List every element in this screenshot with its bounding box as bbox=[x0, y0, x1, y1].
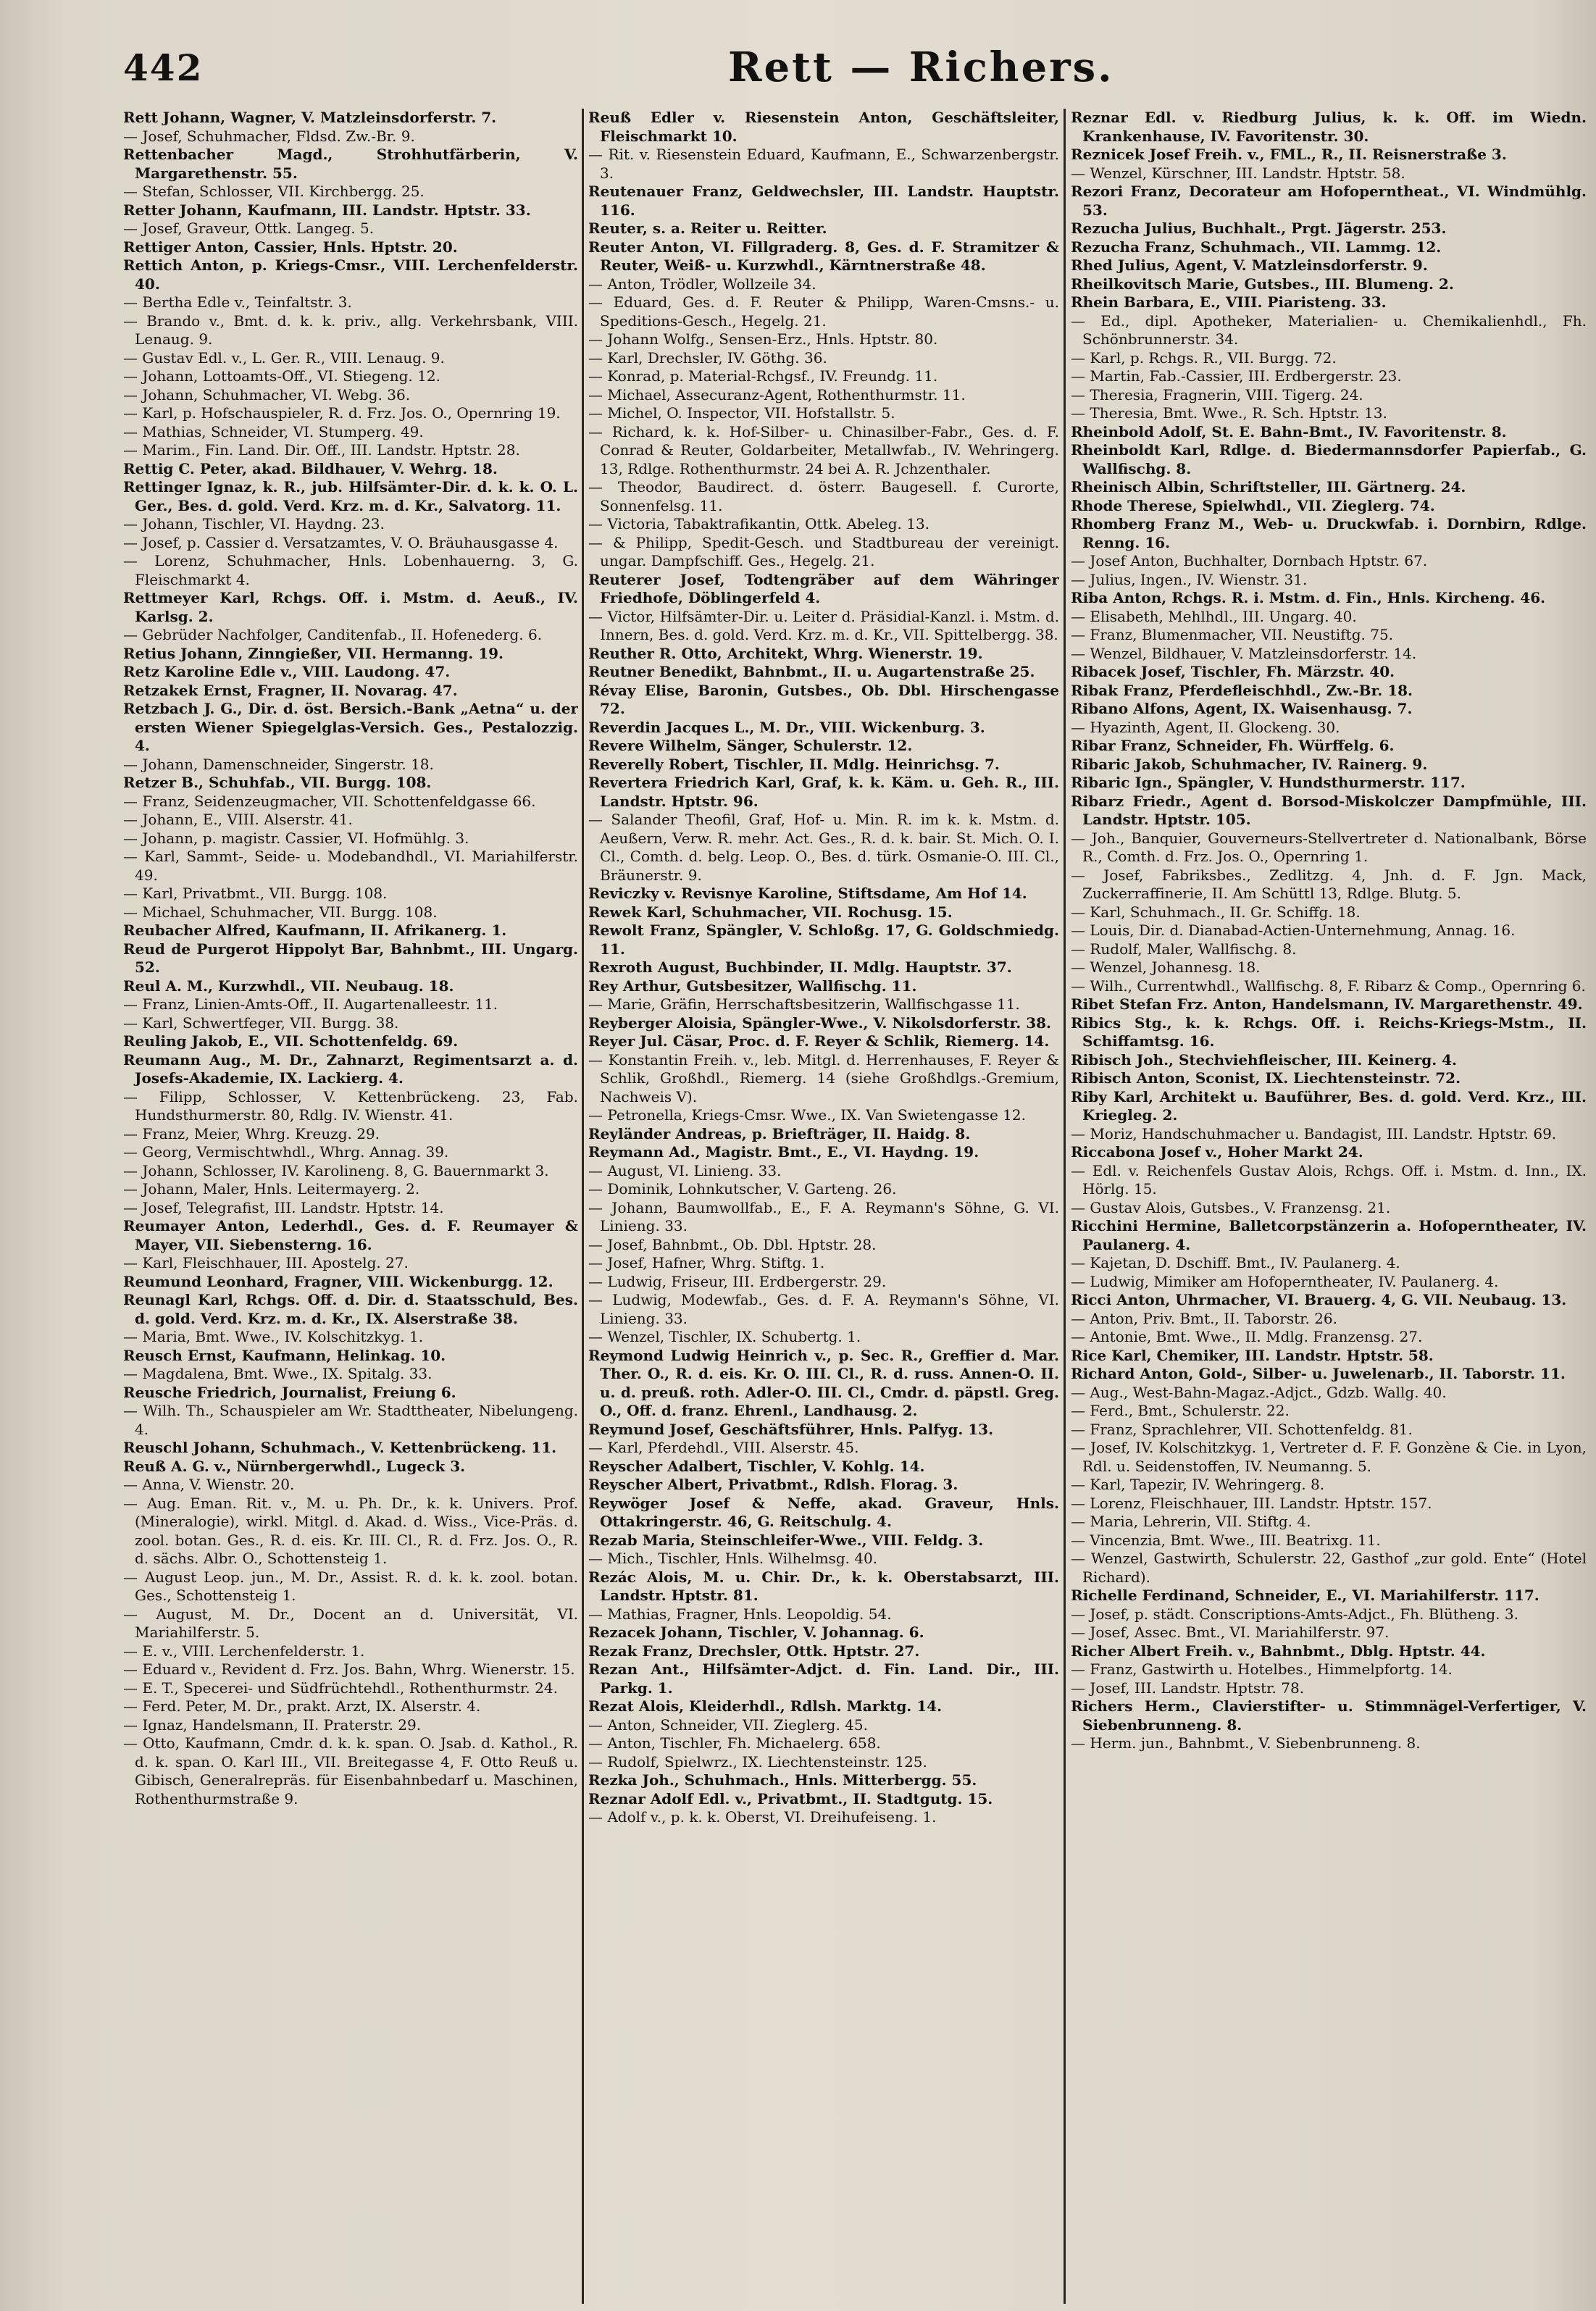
directory-column-3 bbox=[1071, 109, 1587, 2311]
directory-entry: Retzakek Ernst, Fragner, II. Novarag. 47. bbox=[123, 681, 458, 699]
directory-subentry: — E. T., Specerei- und Südfrüchtehdl., Rothenthurmstr. 24. bbox=[123, 1679, 558, 1697]
directory-entry: Ribaric Ign., Spängler, V. Hundsthurmerstr. 117. bbox=[1071, 774, 1466, 791]
directory-entry: Reuter Anton, VI. Fillgraderg. 8, Ges. d. F. Stramitzer & Reuter, Weiß- u. Kurzwhdl., Kärntnerstraße 48. bbox=[588, 238, 1059, 274]
directory-entry: Rheilkovitsch Marie, Gutsbes., III. Blumeng. 2. bbox=[1071, 275, 1454, 293]
directory-entry: Reyländer Andreas, p. Briefträger, II. Haidg. 8. bbox=[588, 1124, 971, 1142]
directory-subentry: — Salander Theofil, Graf, Hof- u. Min. R. im k. k. Mstm. d. Aeußern, Verw. R. mehr. Act. Ges., R. d. k. bair. St. Mich. O. I. Cl., Comth. d. belg. Leop. O., Bes. d. türk. Osmanie-O. III. Cl., Bräunerstr. 9. bbox=[588, 811, 1059, 884]
directory-entry: Rexroth August, Buchbinder, II. Mdlg. Hauptstr. 37. bbox=[588, 958, 1012, 976]
directory-subentry: — Josef, Assec. Bmt., VI. Mariahilferstr. 97. bbox=[1071, 1623, 1390, 1641]
directory-subentry: — Eduard, Ges. d. F. Reuter & Philipp, Waren-Cmsns.- u. Speditions-Gesch., Hegelg. 21. bbox=[588, 293, 1059, 330]
directory-entry: Reutenauer Franz, Geldwechsler, III. Landstr. Hauptstr. 116. bbox=[588, 183, 1059, 219]
directory-subentry: — Franz, Sprachlehrer, VII. Schottenfeldg. 81. bbox=[1071, 1420, 1413, 1438]
directory-subentry: — Franz, Linien-Amts-Off., II. Augartenalleestr. 11. bbox=[123, 995, 498, 1013]
directory-subentry: — Josef, Graveur, Ottk. Langeg. 5. bbox=[123, 220, 375, 237]
directory-subentry: — Karl, Schuhmach., II. Gr. Schiffg. 18. bbox=[1071, 903, 1361, 921]
directory-entry: Reviczky v. Revisnye Karoline, Stiftsdame, Am Hof 14. bbox=[588, 885, 1027, 902]
directory-subentry: — Moriz, Handschuhmacher u. Bandagist, III. Landstr. Hptstr. 69. bbox=[1071, 1124, 1557, 1142]
directory-entry: Rewolt Franz, Spängler, V. Schloßg. 17, G. Goldschmiedg. 11. bbox=[588, 922, 1059, 958]
directory-subentry: — August Leop. jun., M. Dr., Assist. R. d. k. k. zool. botan. Ges., Schottensteig 1. bbox=[123, 1568, 578, 1604]
directory-subentry: — Wilh., Currentwhdl., Wallfischg. 8, F. Ribarz & Comp., Opernring 6. bbox=[1071, 977, 1586, 995]
directory-entry: Reyscher Albert, Privatbmt., Rdlsh. Florag. 3. bbox=[588, 1476, 958, 1493]
directory-subentry: — & Philipp, Spedit-Gesch. und Stadtbureau der vereinigt. ungar. Dampfschiff. Ges., Hegelg. 21. bbox=[588, 533, 1059, 569]
directory-entry: Rheinisch Albin, Schriftsteller, III. Gärtnerg. 24. bbox=[1071, 478, 1466, 496]
directory-entry: Rezác Alois, M. u. Chir. Dr., k. k. Oberstabsarzt, III. Landstr. Hptstr. 81. bbox=[588, 1568, 1059, 1604]
directory-entry: Rhode Therese, Spielwhdl., VII. Zieglerg. 74. bbox=[1071, 496, 1435, 514]
directory-entry: Ribacek Josef, Tischler, Fh. Märzstr. 40. bbox=[1071, 663, 1395, 680]
directory-subentry: — Karl, Fleischhauer, III. Apostelg. 27. bbox=[123, 1254, 409, 1271]
directory-entry: Retzer B., Schuhfab., VII. Burgg. 108. bbox=[123, 774, 432, 791]
directory-entry: Reumayer Anton, Lederhdl., Ges. d. F. Reumayer & Mayer, VII. Siebensterng. 16. bbox=[123, 1217, 578, 1253]
directory-subentry: — Maria, Lehrerin, VII. Stiftg. 4. bbox=[1071, 1513, 1311, 1530]
directory-entry: Rettig C. Peter, akad. Bildhauer, V. Wehrg. 18. bbox=[123, 459, 498, 477]
directory-subentry: — Antonie, Bmt. Wwe., II. Mdlg. Franzensg. 27. bbox=[1071, 1328, 1423, 1345]
directory-entry: Reul A. M., Kurzwhdl., VII. Neubaug. 18. bbox=[123, 977, 454, 995]
directory-subentry: — Anton, Priv. Bmt., II. Taborstr. 26. bbox=[1071, 1309, 1337, 1327]
directory-entry: Rettinger Ignaz, k. R., jub. Hilfsämter-Dir. d. k. k. O. L. Ger., Bes. d. gold. Verd. Krz. m. d. Kr., Salvatorg. 11. bbox=[123, 478, 578, 514]
directory-subentry: — Rudolf, Spielwrz., IX. Liechtensteinstr. 125. bbox=[588, 1752, 927, 1771]
directory-subentry: — Ludwig, Friseur, III. Erdbergerstr. 29. bbox=[588, 1272, 887, 1290]
directory-subentry: — Johann, Schuhmacher, VI. Webg. 36. bbox=[123, 385, 411, 404]
directory-subentry: — Louis, Dir. d. Dianabad-Actien-Unternehmung, Annag. 16. bbox=[1071, 922, 1516, 939]
directory-subentry: — Karl, Drechsler, IV. Göthg. 36. bbox=[588, 348, 827, 367]
directory-entry: Reyer Jul. Cäsar, Proc. d. F. Reyer & Schlik, Riemerg. 14. bbox=[588, 1032, 1050, 1050]
directory-subentry: — Johann, Schlosser, IV. Karolineng. 8, G. Bauernmarkt 3. bbox=[123, 1161, 549, 1179]
directory-subentry: — Franz, Gastwirth u. Hotelbes., Himmelpfortg. 14. bbox=[1071, 1660, 1453, 1678]
directory-entry: Ribano Alfons, Agent, IX. Waisenhausg. 7. bbox=[1071, 700, 1413, 717]
directory-column-1 bbox=[123, 109, 578, 2311]
directory-subentry: — Marim., Fin. Land. Dir. Off., III. Landstr. Hptstr. 28. bbox=[123, 441, 520, 459]
directory-subentry: — Herm. jun., Bahnbmt., V. Siebenbrunneng. 8. bbox=[1071, 1734, 1421, 1752]
directory-subentry: — E. v., VIII. Lerchenfelderstr. 1. bbox=[123, 1642, 365, 1660]
directory-entry: Reznicek Josef Freih. v., FML., R., II. Reisnerstraße 3. bbox=[1071, 146, 1507, 163]
directory-subentry: — Mich., Tischler, Hnls. Wilhelmsg. 40. bbox=[588, 1550, 878, 1567]
directory-subentry: — Bertha Edle v., Teinfaltstr. 3. bbox=[123, 293, 352, 311]
directory-subentry: — Johann, Lottoamts-Off., VI. Stiegeng. 12. bbox=[123, 367, 440, 385]
column-divider bbox=[582, 109, 584, 2304]
directory-entry: Rezacek Johann, Tischler, V. Johannag. 6. bbox=[588, 1623, 924, 1641]
directory-entry: Retius Johann, Zinngießer, VII. Hermanng. 19. bbox=[123, 644, 504, 662]
directory-subentry: — Maria, Bmt. Wwe., IV. Kolschitzkyg. 1. bbox=[123, 1328, 424, 1345]
directory-subentry: — Julius, Ingen., IV. Wienstr. 31. bbox=[1071, 570, 1308, 588]
directory-subentry: — Theresia, Fragnerin, VIII. Tigerg. 24. bbox=[1071, 385, 1363, 404]
directory-subentry: — Konrad, p. Material-Rchgsf., IV. Freundg. 11. bbox=[588, 367, 938, 385]
directory-entry: Ribet Stefan Frz. Anton, Handelsmann, IV. Margarethenstr. 49. bbox=[1071, 995, 1583, 1013]
directory-subentry: — Johann, E., VIII. Alserstr. 41. bbox=[123, 811, 353, 828]
directory-subentry: — Wenzel, Johannesg. 18. bbox=[1071, 958, 1261, 976]
directory-subentry: — Gustav Alois, Gutsbes., V. Franzensg. 21. bbox=[1071, 1198, 1391, 1216]
directory-subentry: — Josef, p. Cassier d. Versatzamtes, V. O. Bräuhausgasse 4. bbox=[123, 533, 559, 551]
directory-subentry: — Richard, k. k. Hof-Silber- u. Chinasilber-Fabr., Ges. d. F. Conrad & Reuter, Goldarbeiter, Metallwfab., IV. Wehringerg. 13, Rdlge. Rothenthurmstr. 24 bei A. R. Jchzenthaler. bbox=[588, 422, 1059, 477]
directory-subentry: — Aug., West-Bahn-Magaz.-Adjct., Gdzb. Wallg. 40. bbox=[1071, 1383, 1447, 1401]
directory-subentry: — Wilh. Th., Schauspieler am Wr. Stadttheater, Nibelungeng. 4. bbox=[123, 1402, 578, 1438]
directory-entry: Rettiger Anton, Cassier, Hnls. Hptstr. 20. bbox=[123, 238, 458, 256]
directory-subentry: — Theodor, Baudirect. d. österr. Baugesell. f. Curorte, Sonnenfelsg. 11. bbox=[588, 478, 1059, 514]
directory-entry: Riby Karl, Architekt u. Bauführer, Bes. d. gold. Verd. Krz., III. Kriegleg. 2. bbox=[1071, 1087, 1587, 1124]
directory-entry: Reumann Aug., M. Dr., Zahnarzt, Regimentsarzt a. d. Josefs-Akademie, IX. Lackierg. 4. bbox=[123, 1050, 578, 1087]
directory-subentry: — Ignaz, Handelsmann, II. Praterstr. 29. bbox=[123, 1716, 422, 1734]
directory-entry: Ribar Franz, Schneider, Fh. Würffelg. 6. bbox=[1071, 737, 1395, 754]
directory-subentry: — Michael, Assecuranz-Agent, Rothenthurmstr. 11. bbox=[588, 385, 966, 404]
directory-subentry: — Josef, Bahnbmt., Ob. Dbl. Hptstr. 28. bbox=[588, 1235, 877, 1253]
directory-subentry: — Joh., Banquier, Gouverneurs-Stellvertreter d. Nationalbank, Börse R., Comth. d. Frz. Jos. O., Opernring 1. bbox=[1071, 829, 1587, 865]
directory-entry: Rice Karl, Chemiker, III. Landstr. Hptstr. 58. bbox=[1071, 1346, 1434, 1364]
directory-entry: Ribarz Friedr., Agent d. Borsod-Miskolczer Dampfmühle, III. Landstr. Hptstr. 105. bbox=[1071, 792, 1587, 828]
directory-subentry: — August, VI. Linieng. 33. bbox=[588, 1161, 782, 1179]
directory-entry: Reunagl Karl, Rchgs. Off. d. Dir. d. Staatsschuld, Bes. d. gold. Verd. Krz. m. d. Kr., IX. Alserstraße 38. bbox=[123, 1291, 578, 1327]
directory-subentry: — Rit. v. Riesenstein Eduard, Kaufmann, E., Schwarzenbergstr. 3. bbox=[588, 146, 1059, 182]
directory-entry: Ribisch Joh., Stechviehfleischer, III. Keinerg. 4. bbox=[1071, 1050, 1458, 1069]
directory-entry: Ricci Anton, Uhrmacher, VI. Brauerg. 4, G. VII. Neubaug. 13. bbox=[1071, 1291, 1567, 1308]
directory-subentry: — Josef, p. städt. Conscriptions-Amts-Adjct., Fh. Blütheng. 3. bbox=[1071, 1605, 1518, 1623]
directory-subentry: — Franz, Blumenmacher, VII. Neustiftg. 75. bbox=[1071, 626, 1394, 643]
directory-entry: Rezori Franz, Decorateur am Hofoperntheat., VI. Windmühlg. 53. bbox=[1071, 183, 1587, 219]
directory-subentry: — Josef, III. Landstr. Hptstr. 78. bbox=[1071, 1679, 1305, 1697]
directory-subentry: — Karl, Schwertfeger, VII. Burgg. 38. bbox=[123, 1014, 399, 1032]
directory-entry: Reymond Ludwig Heinrich v., p. Sec. R., Greffier d. Mar. Ther. O., R. d. eis. Kr. O. III. Cl., R. d. russ. Annen-O. II. u. d. preuß. roth. Adler-O. III. Cl., Cmdr. d. päpstl. Greg. O., Off. d. franz. Ehrenl., Landhausg. 2. bbox=[588, 1346, 1059, 1419]
directory-entry: Rezka Joh., Schuhmach., Hnls. Mitterbergg. 55. bbox=[588, 1771, 977, 1789]
directory-entry: Rezat Alois, Kleiderhdl., Rdlsh. Marktg. 14. bbox=[588, 1697, 943, 1715]
directory-entry: Rettmeyer Karl, Rchgs. Off. i. Mstm. d. Aeuß., IV. Karlsg. 2. bbox=[123, 589, 578, 625]
directory-entry: Richard Anton, Gold-, Silber- u. Juwelenarb., II. Taborstr. 11. bbox=[1071, 1365, 1566, 1382]
directory-entry: Rheinbold Adolf, St. E. Bahn-Bmt., IV. Favoritenstr. 8. bbox=[1071, 422, 1507, 440]
directory-subentry: — Petronella, Kriegs-Cmsr. Wwe., IX. Van Swietengasse 12. bbox=[588, 1106, 1026, 1124]
directory-subentry: — Edl. v. Reichenfels Gustav Alois, Rchgs. Off. i. Mstm. d. Inn., IX. Hörlg. 15. bbox=[1071, 1161, 1587, 1198]
directory-subentry: — Wenzel, Tischler, IX. Schubertg. 1. bbox=[588, 1328, 861, 1345]
directory-subentry: — Wenzel, Gastwirth, Schulerstr. 22, Gasthof „zur gold. Ente“ (Hotel Richard). bbox=[1071, 1550, 1587, 1586]
directory-entry: Revertera Friedrich Karl, Graf, k. k. Käm. u. Geh. R., III. Landstr. Hptstr. 96. bbox=[588, 774, 1059, 810]
directory-subentry: — Anton, Schneider, VII. Zieglerg. 45. bbox=[588, 1716, 868, 1734]
directory-column-2 bbox=[588, 109, 1059, 2311]
directory-subentry: — Theresia, Bmt. Wwe., R. Sch. Hptstr. 13. bbox=[1071, 404, 1387, 422]
directory-subentry: — Filipp, Schlosser, V. Kettenbrückeng. 23, Fab. Hundsthurmerstr. 80, Rdlg. IV. Wienstr. 41. bbox=[123, 1087, 578, 1124]
directory-entry: Richer Albert Freih. v., Bahnbmt., Dblg. Hptstr. 44. bbox=[1071, 1642, 1486, 1660]
page-header bbox=[123, 43, 1567, 101]
directory-entry: Rettenbacher Magd., Strohhutfärberin, V. Margarethenstr. 55. bbox=[123, 146, 578, 182]
directory-entry: Rewek Karl, Schuhmacher, VII. Rochusg. 15. bbox=[588, 903, 953, 921]
directory-subentry: — Brando v., Bmt. d. k. k. priv., allg. Verkehrsbank, VIII. Lenaug. 9. bbox=[123, 312, 578, 348]
directory-entry: Richelle Ferdinand, Schneider, E., VI. Mariahilferstr. 117. bbox=[1071, 1587, 1539, 1604]
directory-entry: Reymund Josef, Geschäftsführer, Hnls. Palfyg. 13. bbox=[588, 1420, 994, 1438]
directory-entry: Riba Anton, Rchgs. R. i. Mstm. d. Fin., Hnls. Kircheng. 46. bbox=[1071, 589, 1546, 606]
directory-subentry: — Karl, Pferdehdl., VIII. Alserstr. 45. bbox=[588, 1439, 859, 1456]
directory-subentry: — Konstantin Freih. v., leb. Mitgl. d. Herrenhauses, F. Reyer & Schlik, Großhdl., Riemerg. 14 (siehe Großhdlgs.-Gremium, Nachweis V). bbox=[588, 1050, 1059, 1106]
directory-entry: Reverelly Robert, Tischler, II. Mdlg. Heinrichsg. 7. bbox=[588, 755, 1000, 773]
directory-entry: Rezab Maria, Steinschleifer-Wwe., VIII. Feldg. 3. bbox=[588, 1531, 984, 1549]
column-divider bbox=[1064, 109, 1066, 2304]
directory-subentry: — Gebrüder Nachfolger, Canditenfab., II. Hofenederg. 6. bbox=[123, 626, 543, 643]
directory-entry: Reusche Friedrich, Journalist, Freiung 6. bbox=[123, 1383, 456, 1401]
running-head: Rett — Richers. bbox=[728, 43, 1114, 91]
directory-subentry: — Ferd. Peter, M. Dr., prakt. Arzt, IX. Alserstr. 4. bbox=[123, 1697, 481, 1715]
directory-entry: Rhomberg Franz M., Web- u. Druckwfab. i. Dornbirn, Rdlge. Renng. 16. bbox=[1071, 515, 1587, 551]
directory-subentry: — Ed., dipl. Apotheker, Materialien- u. Chemikalienhdl., Fh. Schönbrunnerstr. 34. bbox=[1071, 312, 1587, 348]
directory-entry: Reuterer Josef, Todtengräber auf dem Währinger Friedhofe, Döblingerfeld 4. bbox=[588, 570, 1059, 606]
directory-entry: Reuß Edler v. Riesenstein Anton, Geschäftsleiter, Fleischmarkt 10. bbox=[588, 109, 1059, 145]
directory-subentry: — Martin, Fab.-Cassier, III. Erdbergerstr. 23. bbox=[1071, 367, 1402, 385]
directory-entry: Retzbach J. G., Dir. d. öst. Bersich.-Bank „Aetna“ u. der ersten Wiener Spiegelglas-Versich. Ges., Pestalozzig. 4. bbox=[123, 700, 578, 754]
directory-entry: Rezak Franz, Drechsler, Ottk. Hptstr. 27. bbox=[588, 1642, 920, 1660]
directory-subentry: — Georg, Vermischtwhdl., Whrg. Annag. 39. bbox=[123, 1143, 449, 1161]
directory-subentry: — Josef, Schuhmacher, Fldsd. Zw.-Br. 9. bbox=[123, 127, 415, 145]
directory-entry: Rezan Ant., Hilfsämter-Adjct. d. Fin. Land. Dir., III. Parkg. 1. bbox=[588, 1660, 1059, 1697]
directory-subentry: — Karl, Sammt-, Seide- u. Modebandhdl., VI. Mariahilferstr. 49. bbox=[123, 848, 578, 884]
directory-subentry: — Dominik, Lohnkutscher, V. Garteng. 26. bbox=[588, 1180, 897, 1198]
directory-entry: Rezucha Franz, Schuhmach., VII. Lammg. 12. bbox=[1071, 238, 1442, 256]
directory-subentry: — Anton, Tischler, Fh. Michaelerg. 658. bbox=[588, 1734, 881, 1752]
directory-entry: Richers Herm., Clavierstifter- u. Stimmnägel-Verfertiger, V. Siebenbrunneng. 8. bbox=[1071, 1697, 1587, 1734]
directory-entry: Rey Arthur, Gutsbesitzer, Wallfischg. 11. bbox=[588, 977, 917, 995]
directory-entry: Reyberger Aloisia, Spängler-Wwe., V. Nikolsdorferstr. 38. bbox=[588, 1014, 1052, 1032]
directory-subentry: — Karl, Privatbmt., VII. Burgg. 108. bbox=[123, 885, 388, 902]
directory-subentry: — Stefan, Schlosser, VII. Kirchbergg. 25. bbox=[123, 183, 425, 200]
directory-subentry: — Kajetan, D. Dschiff. Bmt., IV. Paulanerg. 4. bbox=[1071, 1254, 1400, 1271]
directory-subentry: — Lorenz, Schuhmacher, Hnls. Lobenhauerng. 3, G. Fleischmarkt 4. bbox=[123, 552, 578, 588]
directory-entry: Reumund Leonhard, Fragner, VIII. Wickenburgg. 12. bbox=[123, 1272, 553, 1290]
directory-subentry: — Adolf v., p. k. k. Oberst, VI. Dreihufeiseng. 1. bbox=[588, 1808, 937, 1826]
directory-subentry: — Josef Anton, Buchhalter, Dornbach Hptstr. 67. bbox=[1071, 552, 1428, 569]
directory-subentry: — Karl, Tapezir, IV. Wehringerg. 8. bbox=[1071, 1476, 1325, 1493]
directory-entry: Retz Karoline Edle v., VIII. Laudong. 47. bbox=[123, 663, 451, 680]
directory-subentry: — Johann, Tischler, VI. Haydng. 23. bbox=[123, 515, 385, 532]
directory-subentry: — August, M. Dr., Docent an d. Universität, VI. Mariahilferstr. 5. bbox=[123, 1605, 578, 1641]
directory-subentry: — Wenzel, Kürschner, III. Landstr. Hptstr. 58. bbox=[1071, 164, 1405, 182]
directory-entry: Reuschl Johann, Schuhmach., V. Kettenbrückeng. 11. bbox=[123, 1439, 557, 1456]
directory-subentry: — Ludwig, Mimiker am Hofoperntheater, IV. Paulanerg. 4. bbox=[1071, 1272, 1499, 1290]
directory-subentry: — Eduard v., Revident d. Frz. Jos. Bahn, Whrg. Wienerstr. 15. bbox=[123, 1660, 575, 1678]
directory-entry: Ribak Franz, Pferdefleischhdl., Zw.-Br. 18. bbox=[1071, 681, 1413, 699]
directory-entry: Rett Johann, Wagner, V. Matzleinsdorferstr. 7. bbox=[123, 109, 497, 126]
directory-entry: Riccabona Josef v., Hoher Markt 24. bbox=[1071, 1143, 1363, 1161]
directory-subentry: — Aug. Eman. Rit. v., M. u. Ph. Dr., k. k. Univers. Prof. (Mineralogie), wirkl. Mitgl. d. Akad. d. Wiss., Vice-Präs. d. zool. botan. Ges., R. d. eis. Kr. III. Cl., R. d. Frz. Jos. O., R. d. sächs. Albr. O., Schottensteig 1. bbox=[123, 1494, 578, 1567]
directory-subentry: — Anna, V. Wienstr. 20. bbox=[123, 1476, 295, 1493]
directory-entry: Reutner Benedikt, Bahnbmt., II. u. Augartenstraße 25. bbox=[588, 663, 1035, 680]
directory-entry: Reud de Purgerot Hippolyt Bar, Bahnbmt., III. Ungarg. 52. bbox=[123, 940, 578, 976]
directory-subentry: — Ferd., Bmt., Schulerstr. 22. bbox=[1071, 1402, 1290, 1419]
directory-subentry: — Josef, IV. Kolschitzkyg. 1, Vertreter d. F. F. Gonzène & Cie. in Lyon, Rdl. u. Seidenstoffen, IV. Neumanng. 5. bbox=[1071, 1439, 1587, 1475]
directory-subentry: — Vincenzia, Bmt. Wwe., III. Beatrixg. 11. bbox=[1071, 1531, 1381, 1549]
directory-entry: Reznar Edl. v. Riedburg Julius, k. k. Off. im Wiedn. Krankenhause, IV. Favoritenstr. 30. bbox=[1071, 109, 1587, 145]
directory-subentry: — Josef, Telegrafist, III. Landstr. Hptstr. 14. bbox=[123, 1198, 444, 1216]
directory-entry: Reznar Adolf Edl. v., Privatbmt., II. Stadtgutg. 15. bbox=[588, 1789, 993, 1808]
directory-entry: Ribisch Anton, Sconist, IX. Liechtensteinstr. 72. bbox=[1071, 1069, 1461, 1087]
directory-entry: Ribaric Jakob, Schuhmacher, IV. Rainerg. 9. bbox=[1071, 755, 1428, 773]
directory-entry: Reymann Ad., Magistr. Bmt., E., VI. Haydng. 19. bbox=[588, 1143, 979, 1161]
directory-subentry: — Anton, Trödler, Wollzeile 34. bbox=[588, 275, 816, 293]
directory-subentry: — Johann, p. magistr. Cassier, VI. Hofmühlg. 3. bbox=[123, 829, 469, 847]
directory-subentry: — Gustav Edl. v., L. Ger. R., VIII. Lenaug. 9. bbox=[123, 348, 445, 367]
directory-subentry: — Johann, Baumwollfab., E., F. A. Reymann's Söhne, G. VI. Linieng. 33. bbox=[588, 1198, 1059, 1234]
directory-subentry: — Lorenz, Fleischhauer, III. Landstr. Hptstr. 157. bbox=[1071, 1494, 1432, 1512]
directory-entry: Reyscher Adalbert, Tischler, V. Kohlg. 14. bbox=[588, 1457, 925, 1475]
page-number: 442 bbox=[123, 46, 204, 89]
directory-subentry: — Mathias, Schneider, VI. Stumperg. 49. bbox=[123, 422, 424, 440]
directory-entry: Reuling Jakob, E., VII. Schottenfeldg. 69. bbox=[123, 1032, 459, 1050]
directory-entry: Ricchini Hermine, Balletcorpstänzerin a. Hofoperntheater, IV. Paulanerg. 4. bbox=[1071, 1217, 1587, 1253]
directory-subentry: — Karl, p. Hofschauspieler, R. d. Frz. Jos. O., Opernring 19. bbox=[123, 404, 561, 422]
directory-subentry: — Marie, Gräfin, Herrschaftsbesitzerin, Wallfischgasse 11. bbox=[588, 995, 1020, 1013]
directory-entry: Rettich Anton, p. Kriegs-Cmsr., VIII. Lerchenfelderstr. 40. bbox=[123, 256, 578, 293]
directory-subentry: — Wenzel, Bildhauer, V. Matzleinsdorferstr. 14. bbox=[1071, 644, 1417, 662]
directory-entry: Révay Elise, Baronin, Gutsbes., Ob. Dbl. Hirschengasse 72. bbox=[588, 681, 1059, 717]
directory-entry: Rhein Barbara, E., VIII. Piaristeng. 33. bbox=[1071, 293, 1387, 311]
directory-subentry: — Johann, Maler, Hnls. Leitermayerg. 2. bbox=[123, 1180, 420, 1198]
directory-subentry: — Michael, Schuhmacher, VII. Burgg. 108. bbox=[123, 903, 438, 921]
directory-subentry: — Karl, p. Rchgs. R., VII. Burgg. 72. bbox=[1071, 348, 1337, 367]
directory-subentry: — Franz, Seidenzeugmacher, VII. Schottenfeldgasse 66. bbox=[123, 792, 536, 810]
directory-subentry: — Rudolf, Maler, Wallfischg. 8. bbox=[1071, 940, 1297, 958]
directory-entry: Reusch Ernst, Kaufmann, Helinkag. 10. bbox=[123, 1346, 446, 1364]
directory-subentry: — Elisabeth, Mehlhdl., III. Ungarg. 40. bbox=[1071, 607, 1357, 625]
directory-subentry: — Victor, Hilfsämter-Dir. u. Leiter d. Präsidial-Kanzl. i. Mstm. d. Innern, Bes. d. gold. Verd. Krz. m. d. Kr., VII. Spittelbergg. 38. bbox=[588, 607, 1059, 643]
directory-subentry: — Ludwig, Modewfab., Ges. d. F. A. Reymann's Söhne, VI. Linieng. 33. bbox=[588, 1291, 1059, 1327]
directory-entry: Reuß A. G. v., Nürnbergerwhdl., Lugeck 3. bbox=[123, 1457, 466, 1475]
directory-subentry: — Victoria, Tabaktrafikantin, Ottk. Abeleg. 13. bbox=[588, 515, 930, 532]
directory-entry: Reuter, s. a. Reiter u. Reitter. bbox=[588, 220, 827, 237]
directory-subentry: — Otto, Kaufmann, Cmdr. d. k. k. span. O. Jsab. d. Kathol., R. d. k. span. O. Karl III., VII. Breitegasse 4, F. Otto Reuß u. Gibisch, Generalrepräs. für Eisenbahnbedarf u. Maschinen, Rothenthurmstraße 9. bbox=[123, 1734, 578, 1808]
directory-entry: Retter Johann, Kaufmann, III. Landstr. Hptstr. 33. bbox=[123, 201, 531, 219]
directory-subentry: — Michel, O. Inspector, VII. Hofstallstr. 5. bbox=[588, 404, 895, 422]
directory-entry: Rezucha Julius, Buchhalt., Prgt. Jägerstr. 253. bbox=[1071, 220, 1447, 237]
directory-subentry: — Magdalena, Bmt. Wwe., IX. Spitalg. 33. bbox=[123, 1365, 433, 1382]
directory-subentry: — Franz, Meier, Whrg. Kreuzg. 29. bbox=[123, 1124, 380, 1142]
directory-subentry: — Josef, Hafner, Whrg. Stiftg. 1. bbox=[588, 1254, 825, 1271]
directory-entry: Reverdin Jacques L., M. Dr., VIII. Wickenburg. 3. bbox=[588, 718, 985, 736]
directory-subentry: — Mathias, Fragner, Hnls. Leopoldig. 54. bbox=[588, 1605, 892, 1623]
directory-entry: Reuther R. Otto, Architekt, Whrg. Wienerstr. 19. bbox=[588, 644, 983, 662]
directory-entry: Rheinboldt Karl, Rdlge. d. Biedermannsdorfer Papierfab., G. Wallfischg. 8. bbox=[1071, 441, 1587, 477]
directory-entry: Rhed Julius, Agent, V. Matzleinsdorferstr. 9. bbox=[1071, 256, 1428, 274]
directory-entry: Reubacher Alfred, Kaufmann, II. Afrikanerg. 1. bbox=[123, 922, 507, 939]
directory-entry: Ribics Stg., k. k. Rchgs. Off. i. Reichs-Kriegs-Mstm., II. Schiffamtsg. 16. bbox=[1071, 1014, 1587, 1050]
directory-subentry: — Hyazinth, Agent, II. Glockeng. 30. bbox=[1071, 718, 1340, 736]
directory-entry: Reywöger Josef & Neffe, akad. Graveur, Hnls. Ottakringerstr. 46, G. Reitschulg. 4. bbox=[588, 1494, 1059, 1530]
directory-subentry: — Johann, Damenschneider, Singerstr. 18. bbox=[123, 755, 434, 773]
directory-entry: Revere Wilhelm, Sänger, Schulerstr. 12. bbox=[588, 737, 913, 754]
directory-subentry: — Josef, Fabriksbes., Zedlitzg. 4, Jnh. d. F. Jgn. Mack, Zuckerraffinerie, II. Am Schüttl 13, Rdlge. Blutg. 5. bbox=[1071, 866, 1587, 902]
directory-subentry: — Johann Wolfg., Sensen-Erz., Hnls. Hptstr. 80. bbox=[588, 330, 938, 348]
